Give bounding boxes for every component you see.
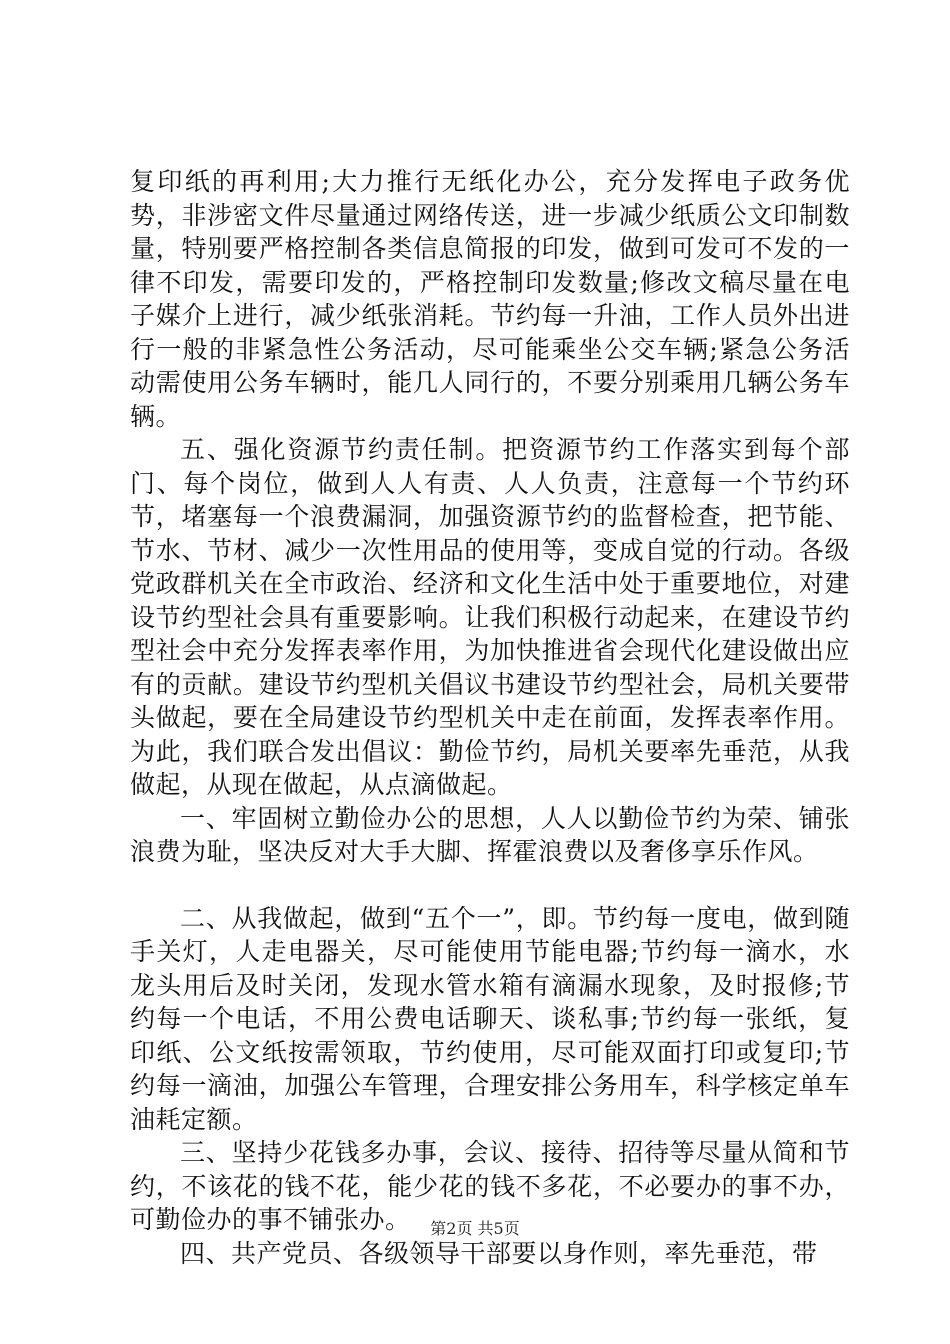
paragraph-item-three: 三、坚持少花钱多办事，会议、接待、招待等尽量从简和节约，不该花的钱不花，能少花的钱不多花，不必要办的事不办，可勤俭办的事不铺张办。: [130, 1138, 850, 1234]
paragraph-item-four: 四、共产党员、各级领导干部要以身作则，率先垂范，带: [180, 1238, 818, 1268]
page-footer: [0, 1216, 950, 1239]
page-number-indicator: 第2页 共5页: [430, 1219, 520, 1238]
document-body: [130, 165, 850, 1270]
paragraph-item-two: 二、从我做起，做到“五个一”，即。节约每一度电，做到随手关灯，人走电器关，尽可能使用节能电器;节约每一滴水，水龙头用后及时关闭，发现水管水箱有滴漏水现象，及时报修;节约每一个电话，不用公费电话聊天、谈私事;节约每一张纸，复印纸、公文纸按需领取，节约使用，尽可能双面打印或复印;节约每一滴油，加强公车管理，合理安排公务用车，科学核定单车油耗定额。: [130, 903, 850, 1134]
paragraph-continuation: 复印纸的再利用;大力推行无纸化办公，充分发挥电子政务优势，非涉密文件尽量通过网络传送，进一步减少纸质公文印制数量，特别要严格控制各类信息简报的印发，做到可发可不发的一律不印发，需要印发的，严格控制印发数量;修改文稿尽量在电子媒介上进行，减少纸张消耗。节约每一升油，工作人员外出进行一般的非紧急性公务活动，尽可能乘坐公交车辆;紧急公务活动需使用公务车辆时，能几人同行的，不要分别乘用几辆公务车辆。: [130, 167, 850, 431]
paragraph-section-five: 五、强化资源节约责任制。把资源节约工作落实到每个部门、每个岗位，做到人人有责、人人负责，注意每一个节约环节，堵塞每一个浪费漏洞，加强资源节约的监督检查，把节能、节水、节材、减少一次性用品的使用等，变成自觉的行动。各级党政群机关在全市政治、经济和文化生活中处于重要地位，对建设节约型社会具有重要影响。让我们积极行动起来，在建设节约型社会中充分发挥表率作用，为加快推进省会现代化建设做出应有的贡献。建设节约型机关倡议书建设节约型社会，局机关要带头做起，要在全局建设节约型机关中走在前面，发挥表率作用。为此，我们联合发出倡议：勤俭节约，局机关要率先垂范，从我做起，从现在做起，从点滴做起。: [130, 435, 850, 799]
paragraph-item-one: 一、牢固树立勤俭办公的思想，人人以勤俭节约为荣、铺张浪费为耻，坚决反对大手大脚、挥霍浪费以及奢侈享乐作风。: [130, 803, 850, 866]
